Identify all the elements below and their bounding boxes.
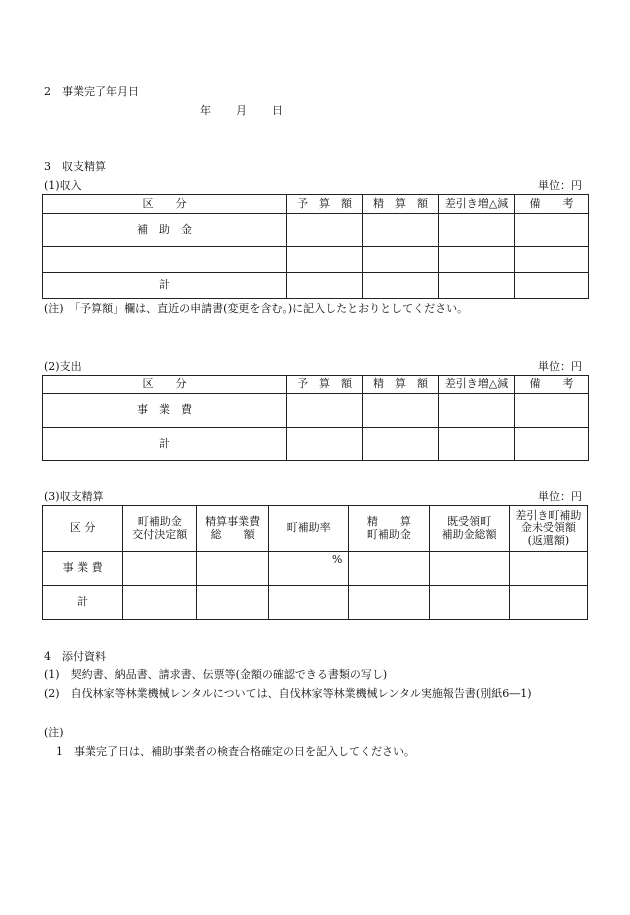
income-cell (287, 247, 363, 273)
expense-header-settled: 精 算 額 (363, 376, 439, 394)
income-cell (515, 273, 589, 299)
expense-cell (439, 428, 515, 461)
percent-sign: % (331, 553, 343, 566)
settlement-header-total-cost: 精算事業費 総 額 (197, 506, 269, 552)
settlement-row-label: 事 業 費 (43, 552, 123, 586)
settlement-header-category: 区 分 (43, 506, 123, 552)
income-cell (363, 247, 439, 273)
settlement-cell (509, 552, 587, 586)
settlement-cell (197, 552, 269, 586)
settlement-header-row (43, 506, 588, 552)
expense-row-project (43, 394, 589, 428)
section-2-heading: 2 事業完了年月日 (44, 85, 139, 98)
settlement-unit-label: 単位：円 (538, 490, 582, 503)
settlement-cell (123, 552, 197, 586)
income-cell (439, 273, 515, 299)
notes-label: (注) (44, 726, 64, 739)
settlement-cell (429, 552, 509, 586)
income-row-label (43, 247, 287, 273)
date-month-label: 月 (236, 104, 247, 117)
income-header-budget: 予 算 額 (287, 195, 363, 214)
income-cell (363, 214, 439, 247)
income-row-blank (43, 247, 589, 273)
expense-table (42, 375, 589, 461)
settlement-table (42, 505, 588, 620)
income-cell (439, 247, 515, 273)
income-cell (439, 214, 515, 247)
expense-cell (287, 428, 363, 461)
settlement-header-rate: 町補助率 (269, 506, 349, 552)
expense-row-total (43, 428, 589, 461)
income-header-remarks: 備 考 (515, 195, 589, 214)
settlement-cell (123, 586, 197, 620)
income-cell (287, 214, 363, 247)
settlement-cell (269, 586, 349, 620)
expense-header-remarks: 備 考 (515, 376, 589, 394)
date-year-label: 年 (200, 104, 211, 117)
section-4-heading: 4 添付資料 (44, 650, 106, 663)
settlement-rate-cell (269, 552, 349, 586)
expense-subheading: (2)支出 (44, 360, 82, 373)
expense-header-row (43, 376, 589, 394)
income-row-label: 補 助 金 (43, 214, 287, 247)
expense-header-diff: 差引き増△減 (439, 376, 515, 394)
expense-cell (515, 428, 589, 461)
settlement-row-label: 計 (43, 586, 123, 620)
income-note: (注) 「予算額」欄は、直近の申請書(変更を含む。)に記入したとおりとしてください。 (44, 302, 469, 315)
income-header-settled: 精 算 額 (363, 195, 439, 214)
settlement-row-total (43, 586, 588, 620)
expense-unit-label: 単位：円 (538, 360, 582, 373)
settlement-cell (509, 586, 587, 620)
section-3-heading: 3 収支精算 (44, 160, 106, 173)
note-item-1: 1 事業完了日は、補助事業者の検査合格確定の日を記入してください。 (56, 745, 415, 758)
income-table (42, 194, 589, 299)
settlement-cell (429, 586, 509, 620)
settlement-header-settled-subsidy: 精 算 町補助金 (349, 506, 429, 552)
expense-cell (363, 394, 439, 428)
income-cell (515, 214, 589, 247)
settlement-cell (349, 586, 429, 620)
attachment-item-2: (2) 自伐林家等林業機械レンタルについては、自伐林家等林業機械レンタル実施報告書(別紙6―1) (44, 687, 532, 700)
expense-header-budget: 予 算 額 (287, 376, 363, 394)
expense-cell (363, 428, 439, 461)
settlement-row-project (43, 552, 588, 586)
expense-header-category: 区 分 (43, 376, 287, 394)
income-cell (515, 247, 589, 273)
income-row-subsidy (43, 214, 589, 247)
expense-row-label: 事 業 費 (43, 394, 287, 428)
settlement-header-unreceived: 差引き町補助 金未受領額 (返還額) (509, 506, 587, 552)
income-header-diff: 差引き増△減 (439, 195, 515, 214)
settlement-subheading: (3)収支精算 (44, 490, 104, 503)
expense-cell (515, 394, 589, 428)
date-day-label: 日 (272, 104, 283, 117)
settlement-header-received: 既受領町 補助金総額 (429, 506, 509, 552)
income-unit-label: 単位：円 (538, 179, 582, 192)
income-header-row (43, 195, 589, 214)
income-header-category: 区 分 (43, 195, 287, 214)
settlement-cell (197, 586, 269, 620)
income-cell (287, 273, 363, 299)
expense-cell (287, 394, 363, 428)
income-row-label: 計 (43, 273, 287, 299)
settlement-header-decided: 町補助金 交付決定額 (123, 506, 197, 552)
income-row-total (43, 273, 589, 299)
expense-cell (439, 394, 515, 428)
attachment-item-1: (1) 契約書、納品書、請求書、伝票等(金額の確認できる書類の写し) (44, 668, 388, 681)
income-cell (363, 273, 439, 299)
settlement-cell (349, 552, 429, 586)
income-subheading: (1)収入 (44, 179, 82, 192)
expense-row-label: 計 (43, 428, 287, 461)
